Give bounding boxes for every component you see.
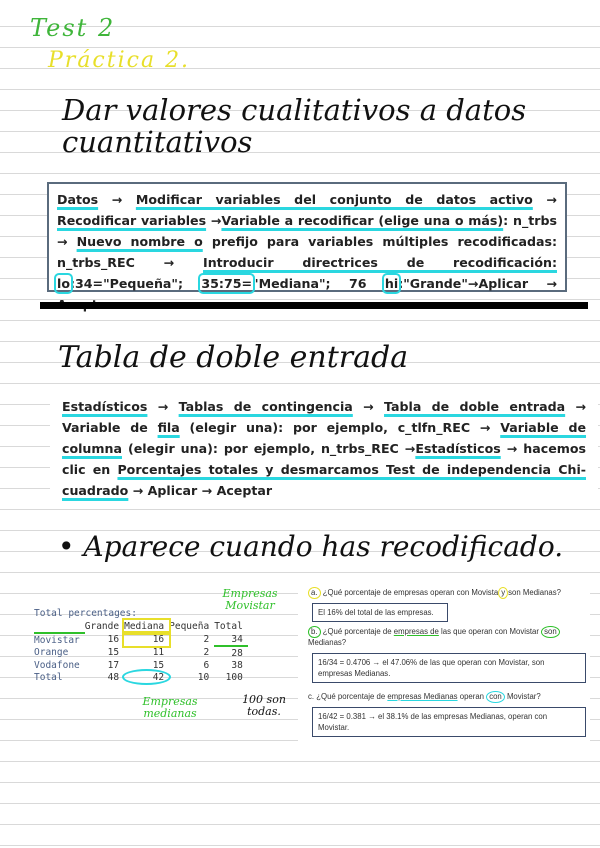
arrow-icon: → xyxy=(57,234,68,249)
arrow-icon: → xyxy=(546,192,557,207)
step-aplicar-2: Aplicar xyxy=(147,483,198,498)
col-pequena: Pequeña xyxy=(169,621,210,632)
table-row: Movistar 16 16 2 34 xyxy=(34,633,248,646)
step-porcentajes: Porcentajes totales y desmarcamos Test de independencia Chi-cuadrado xyxy=(62,462,586,498)
marked-hi: hi xyxy=(384,276,399,291)
step-clic: hacemos clic en xyxy=(62,441,587,477)
arrow-icon: → xyxy=(163,255,175,270)
question-c: c. ¿Qué porcentaje de empresas Medianas operan con Movistar? xyxy=(308,692,541,701)
arrow-icon: → xyxy=(111,192,123,207)
note-empresas-medianas: Empresas medianas xyxy=(142,695,198,720)
step-fila-example: (elegir una): por ejemplo, c_tlfn_REC xyxy=(189,420,471,435)
step-variable-de: Variable de xyxy=(62,420,148,435)
answer-a: El 16% del total de las empresas. xyxy=(312,603,448,622)
test-title: Test 2 xyxy=(30,14,116,42)
arrow-icon: → xyxy=(467,276,479,291)
arrow-icon: → xyxy=(363,399,374,414)
step-fila: fila xyxy=(157,420,180,435)
arrow-icon: → xyxy=(506,441,518,456)
step-directrices: Introducir directrices de recodificación: xyxy=(203,255,557,270)
step-aplicar: Aplicar xyxy=(478,276,529,291)
step-prefijo: prefijo para variables múltiples recodificadas: n_trbs_REC xyxy=(57,234,558,270)
step-estadisticos-2: Estadísticos xyxy=(415,441,501,456)
table-title: Total percentages: xyxy=(34,608,137,619)
question-b: b. ¿Qué porcentaje de empresas de las que operan con Movistar son Medianas? xyxy=(308,626,586,648)
note-cien-todas: 100 son todas. xyxy=(242,693,286,718)
table-header-row xyxy=(34,620,248,633)
rule-grande: :"Grande" xyxy=(398,276,468,291)
arrow-icon: → xyxy=(546,276,558,291)
step-doble-entrada: Tabla de doble entrada xyxy=(384,399,566,414)
note-empresas-movistar: Empresas Movistar xyxy=(222,587,278,612)
answer-b: 16/34 = 0.4706 → el 47.06% de las que operan con Movistar, son empresas Medianas. xyxy=(312,653,586,683)
step-variable: Variable a recodificar (elige una o más) xyxy=(221,213,504,228)
arrow-icon: → xyxy=(210,213,222,228)
table-row: Total 48 42 10 100 xyxy=(34,671,243,683)
step-estadisticos: Estadísticos xyxy=(62,399,148,414)
table-row: Vodafone 17 15 6 38 xyxy=(34,659,243,671)
arrow-icon: → xyxy=(201,483,213,498)
percentages-table xyxy=(34,620,248,683)
col-mediana: Mediana xyxy=(124,620,169,633)
step-aceptar-2: Aceptar xyxy=(216,483,273,498)
heading-aparece: • Aparece cuando has recodificado. xyxy=(58,530,564,563)
rule-mediana: "Mediana"; xyxy=(252,276,331,291)
output-table xyxy=(34,608,248,683)
step-variable-value: : n_trbs xyxy=(503,213,557,228)
rule-pequena: :34="Pequeña"; xyxy=(69,276,184,291)
step-columna: Variable de columna xyxy=(62,420,587,456)
rule-76: 76 xyxy=(348,276,367,291)
col-total: Total xyxy=(214,621,243,632)
arrow-icon: → xyxy=(479,420,491,435)
recode-instructions-box xyxy=(47,182,567,292)
step-columna-example: (elegir una): por ejemplo, n_trbs_REC xyxy=(127,441,399,456)
heading-tabla: Tabla de doble entrada xyxy=(58,340,409,375)
answer-c: 16/42 = 0.381 → el 38.1% de las empresas Medianas, operan con Movistar. xyxy=(312,707,586,737)
table-instructions-box xyxy=(50,393,598,501)
marked-lo: lo xyxy=(57,276,70,291)
step-nuevo-nombre: Nuevo nombre o xyxy=(76,234,203,249)
questions-panel xyxy=(298,584,590,742)
marked-range: 35:75= xyxy=(201,276,253,291)
table-row: Orange 15 11 2 28 xyxy=(34,647,243,659)
step-recodificar: Recodificar variables xyxy=(57,213,207,228)
col-grande: Grande xyxy=(84,621,120,632)
arrow-icon: → xyxy=(575,399,587,414)
step-contingencia: Tablas de contingencia xyxy=(178,399,353,414)
arrow-icon: → xyxy=(404,441,416,456)
step-modificar: Modificar variables del conjunto de datos activo xyxy=(135,192,533,207)
section-divider xyxy=(40,302,588,309)
question-a: a. ¿Qué porcentaje de empresas operan con Movista y son Medianas? xyxy=(308,587,586,599)
arrow-icon: → xyxy=(157,399,169,414)
heading-recode: Dar valores cualitativos a datos cuantitativos xyxy=(62,93,527,159)
arrow-icon: → xyxy=(132,483,144,498)
step-datos: Datos xyxy=(57,192,99,207)
practice-title: Práctica 2. xyxy=(48,48,191,73)
